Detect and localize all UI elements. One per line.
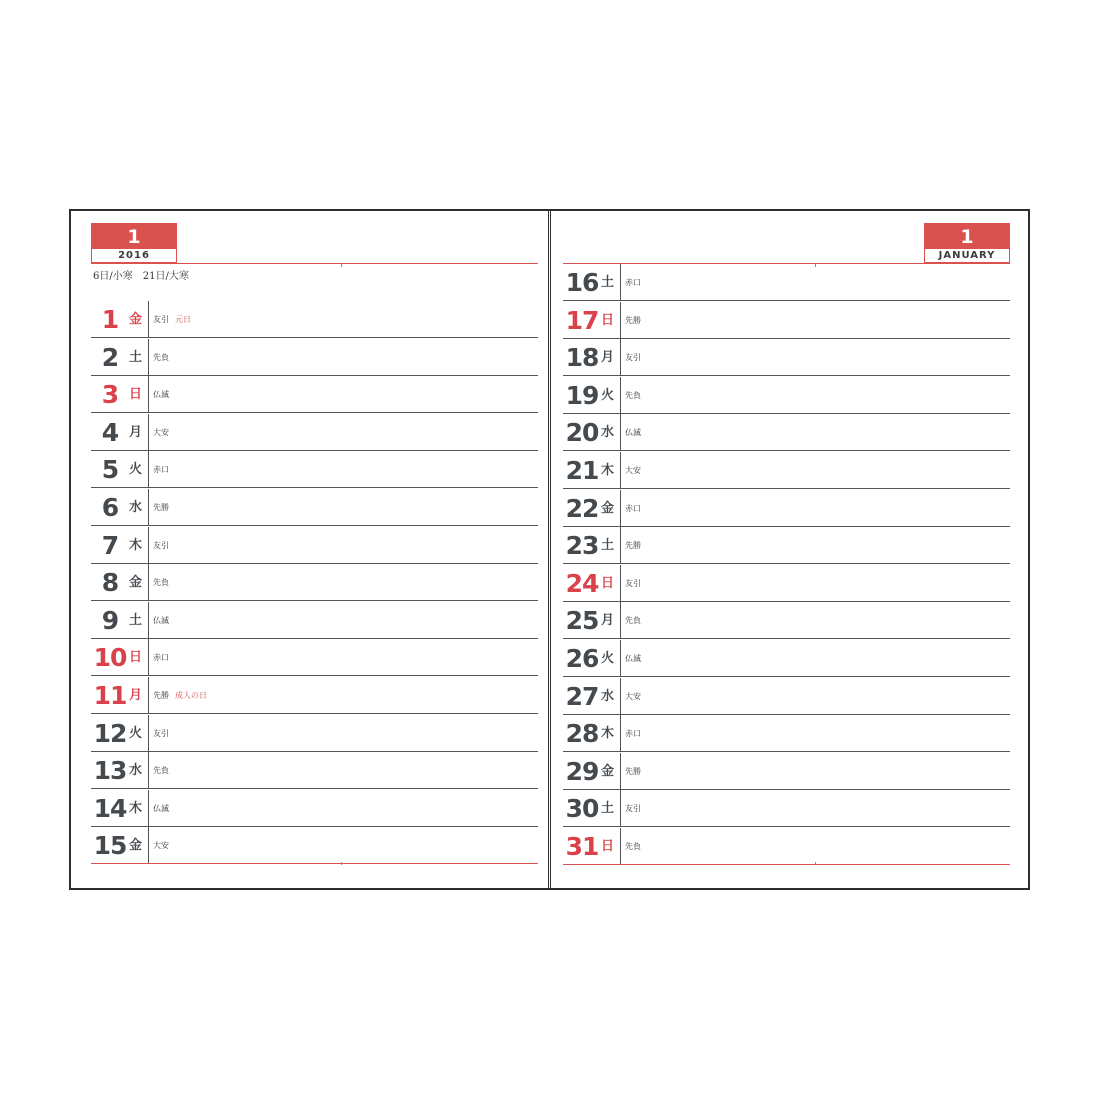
right-page xyxy=(553,211,1030,888)
column-divider xyxy=(620,527,621,564)
day-number: 12 xyxy=(93,718,127,748)
day-number: 10 xyxy=(93,643,127,673)
day-number: 17 xyxy=(565,305,599,335)
day-number: 6 xyxy=(101,493,119,522)
column-divider xyxy=(620,264,621,301)
day-number: 5 xyxy=(101,455,119,485)
rokuyo-label: 大安 xyxy=(153,841,169,851)
weekday: 日 xyxy=(129,650,143,666)
rokuyo-label: 赤口 xyxy=(625,503,641,513)
weekday: 日 xyxy=(129,387,143,403)
day-row[interactable] xyxy=(91,715,538,752)
day-number: 15 xyxy=(93,831,127,861)
weekday: 月 xyxy=(601,613,615,629)
weekday: 土 xyxy=(601,538,615,554)
day-number: 30 xyxy=(565,794,599,824)
column-divider xyxy=(148,527,149,564)
rokuyo-label: 仏滅 xyxy=(153,390,169,400)
day-number: 3 xyxy=(101,380,119,410)
weekday: 金 xyxy=(129,838,143,854)
rokuyo-label: 友引 xyxy=(153,728,169,738)
day-number: 22 xyxy=(565,493,599,523)
column-divider xyxy=(148,677,149,714)
month-tab-right xyxy=(924,223,1010,263)
day-row[interactable] xyxy=(91,790,538,827)
day-number: 9 xyxy=(101,605,119,635)
rokuyo-label: 友引 xyxy=(625,353,641,363)
weekday: 土 xyxy=(601,275,615,290)
day-row[interactable] xyxy=(563,640,1010,677)
day-row[interactable] xyxy=(563,753,1010,790)
weekday: 水 xyxy=(129,763,143,779)
rokuyo-label: 先勝 xyxy=(153,691,169,700)
day-number: 1 xyxy=(101,305,119,334)
day-row[interactable] xyxy=(91,602,538,639)
day-row[interactable] xyxy=(563,678,1010,715)
day-number: 14 xyxy=(93,793,127,823)
rokuyo-label: 仏滅 xyxy=(625,654,641,663)
weekday: 月 xyxy=(601,350,615,366)
day-row[interactable] xyxy=(563,715,1010,752)
rokuyo-label: 先負 xyxy=(625,842,641,851)
day-number: 28 xyxy=(565,719,599,749)
day-row[interactable] xyxy=(563,377,1010,414)
rokuyo-label: 友引 xyxy=(625,804,641,814)
center-tick xyxy=(341,264,342,267)
column-divider xyxy=(148,752,149,789)
column-divider xyxy=(148,301,149,338)
day-row[interactable] xyxy=(91,339,538,376)
column-divider xyxy=(148,451,149,488)
rokuyo-label: 赤口 xyxy=(153,653,169,663)
rokuyo-label: 先勝 xyxy=(625,541,641,551)
column-divider xyxy=(148,414,149,451)
day-row[interactable] xyxy=(563,828,1010,865)
weekday: 水 xyxy=(601,688,615,704)
weekday: 土 xyxy=(601,801,615,817)
left-page xyxy=(71,211,550,888)
day-number: 16 xyxy=(565,268,599,297)
day-number: 20 xyxy=(565,418,599,448)
rokuyo-label: 友引 xyxy=(153,540,169,550)
rokuyo-label: 先負 xyxy=(153,766,169,776)
column-divider xyxy=(148,827,149,864)
day-row[interactable] xyxy=(563,602,1010,639)
column-divider xyxy=(620,339,621,376)
column-divider xyxy=(620,715,621,752)
weekday: 水 xyxy=(129,500,143,515)
column-divider xyxy=(148,790,149,827)
holiday-label: 成人の日 xyxy=(175,691,207,700)
day-row[interactable] xyxy=(91,677,538,714)
rokuyo-label: 先負 xyxy=(153,578,169,588)
weekday: 金 xyxy=(129,312,143,327)
column-divider xyxy=(620,678,621,715)
column-divider xyxy=(620,602,621,639)
column-divider xyxy=(620,452,621,489)
day-row[interactable] xyxy=(91,527,538,564)
day-number: 19 xyxy=(565,380,599,410)
column-divider xyxy=(620,828,621,865)
month-number: 1 xyxy=(127,226,141,248)
rokuyo-label: 仏滅 xyxy=(625,428,641,438)
column-divider xyxy=(148,564,149,601)
column-divider xyxy=(620,377,621,414)
day-row[interactable] xyxy=(91,489,538,526)
month-tab-left xyxy=(91,223,177,263)
bottom-tick xyxy=(341,862,342,865)
day-number: 25 xyxy=(565,606,599,636)
rokuyo-label: 仏滅 xyxy=(153,803,169,813)
column-divider xyxy=(620,490,621,527)
column-divider xyxy=(148,489,149,526)
rokuyo-label: 仏滅 xyxy=(153,615,169,625)
weekday: 木 xyxy=(129,800,143,816)
rokuyo-label: 赤口 xyxy=(625,278,641,287)
day-number: 18 xyxy=(565,343,599,373)
day-row[interactable] xyxy=(91,639,538,676)
bottom-tick xyxy=(815,862,816,865)
rokuyo-label: 先負 xyxy=(625,616,641,626)
day-row[interactable] xyxy=(563,790,1010,827)
month-number: 1 xyxy=(960,226,974,248)
day-row[interactable] xyxy=(563,490,1010,527)
column-divider xyxy=(620,414,621,451)
rokuyo-label: 友引 xyxy=(153,315,169,324)
sekki-note: 6日/小寒 21日/大寒 xyxy=(93,271,189,282)
weekday: 土 xyxy=(129,612,143,628)
day-number: 24 xyxy=(565,568,599,598)
weekday: 月 xyxy=(129,424,143,440)
weekday: 火 xyxy=(129,725,143,741)
day-number: 8 xyxy=(101,568,119,598)
rokuyo-label: 友引 xyxy=(625,578,641,588)
rokuyo-label: 先勝 xyxy=(153,503,169,512)
column-divider xyxy=(620,753,621,790)
day-number: 7 xyxy=(101,530,119,560)
day-number: 2 xyxy=(101,342,119,372)
book-spine xyxy=(548,209,551,890)
rokuyo-label: 先負 xyxy=(625,390,641,400)
weekday: 水 xyxy=(601,425,615,441)
weekday: 火 xyxy=(129,462,143,478)
day-number: 27 xyxy=(565,681,599,711)
rokuyo-label: 大安 xyxy=(153,427,169,437)
column-divider xyxy=(620,790,621,827)
day-row[interactable] xyxy=(563,414,1010,451)
day-row[interactable] xyxy=(563,527,1010,564)
day-row[interactable] xyxy=(91,827,538,864)
holiday-label: 元日 xyxy=(175,315,191,324)
weekday: 月 xyxy=(129,688,143,703)
weekday: 金 xyxy=(601,763,615,779)
day-number: 26 xyxy=(565,644,599,673)
column-divider xyxy=(620,640,621,677)
column-divider xyxy=(148,339,149,376)
weekday: 木 xyxy=(601,463,615,478)
rokuyo-label: 先勝 xyxy=(625,315,641,325)
column-divider xyxy=(620,565,621,602)
weekday: 木 xyxy=(601,726,615,742)
day-number: 29 xyxy=(565,756,599,786)
day-row[interactable] xyxy=(563,302,1010,339)
row-rule xyxy=(91,863,538,864)
day-number: 11 xyxy=(93,681,127,710)
day-row[interactable] xyxy=(563,339,1010,376)
weekday: 木 xyxy=(129,537,143,553)
row-rule xyxy=(563,864,1010,865)
rokuyo-label: 大安 xyxy=(625,691,641,701)
day-row[interactable] xyxy=(91,414,538,451)
column-divider xyxy=(148,639,149,676)
day-row[interactable] xyxy=(91,376,538,413)
day-number: 31 xyxy=(565,832,599,861)
weekday: 火 xyxy=(601,651,615,666)
rokuyo-label: 大安 xyxy=(625,466,641,475)
weekday: 金 xyxy=(129,575,143,591)
day-row[interactable] xyxy=(563,565,1010,602)
year-label: 2016 xyxy=(92,249,176,262)
weekday: 金 xyxy=(601,500,615,516)
day-number: 21 xyxy=(565,456,599,485)
month-name-label: JANUARY xyxy=(925,249,1009,262)
weekday: 土 xyxy=(129,349,143,365)
day-row[interactable] xyxy=(91,564,538,601)
day-row[interactable] xyxy=(91,752,538,789)
column-divider xyxy=(148,715,149,752)
weekday: 日 xyxy=(601,312,615,328)
day-row[interactable] xyxy=(563,452,1010,489)
weekday: 日 xyxy=(601,839,615,854)
column-divider xyxy=(148,376,149,413)
column-divider xyxy=(148,602,149,639)
rokuyo-label: 先負 xyxy=(153,352,169,362)
day-number: 4 xyxy=(101,417,119,447)
weekday: 日 xyxy=(601,575,615,591)
rokuyo-label: 先勝 xyxy=(625,766,641,776)
day-row[interactable] xyxy=(91,301,538,338)
rokuyo-label: 赤口 xyxy=(153,465,169,475)
top-rule-left xyxy=(91,263,538,264)
column-divider xyxy=(620,302,621,339)
rokuyo-label: 赤口 xyxy=(625,729,641,739)
day-row[interactable] xyxy=(91,451,538,488)
day-number: 23 xyxy=(565,531,599,561)
weekday: 火 xyxy=(601,387,615,403)
day-row[interactable] xyxy=(563,264,1010,301)
day-number: 13 xyxy=(93,756,127,786)
